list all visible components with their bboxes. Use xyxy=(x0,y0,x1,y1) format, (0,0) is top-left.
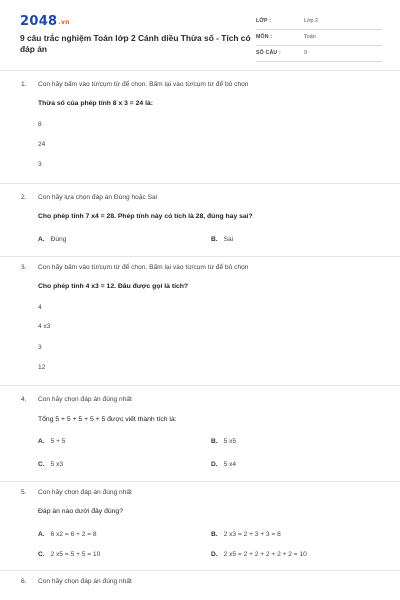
question-divider xyxy=(0,570,400,571)
logo-text: 2048 xyxy=(20,14,58,29)
document-meta xyxy=(256,16,382,64)
answer-option-a[interactable] xyxy=(38,236,66,243)
option-text: 6 x2 = 6 + 2 = 8 xyxy=(50,531,97,538)
option-text: Sai xyxy=(223,236,234,243)
answer-option-b[interactable] xyxy=(211,438,236,445)
question-divider xyxy=(0,183,400,184)
option-letter: D. xyxy=(211,461,218,468)
option-letter: D. xyxy=(211,551,218,558)
word-option[interactable]: 12 xyxy=(38,364,46,371)
option-letter: A. xyxy=(38,236,45,243)
answer-option-c[interactable] xyxy=(38,551,100,558)
question-instruction: Con hãy bấm vào từ/cụm từ để chọn. Bấm lại vào từ/cụm từ để bỏ chọn xyxy=(38,81,249,88)
question-number: 4. xyxy=(21,396,27,403)
meta-value: 9 xyxy=(304,50,307,56)
option-text: 2 x3 = 2 + 3 + 3 = 8 xyxy=(223,531,281,538)
word-option[interactable]: 24 xyxy=(38,141,46,148)
question-divider xyxy=(0,385,400,386)
option-letter: B. xyxy=(211,438,218,445)
answer-option-c[interactable] xyxy=(38,461,63,468)
meta-row-subject xyxy=(256,32,382,46)
answer-option-b[interactable] xyxy=(211,236,233,243)
option-letter: C. xyxy=(38,461,45,468)
option-text: Đúng xyxy=(50,236,67,243)
meta-label: MÔN : xyxy=(256,34,273,40)
word-option[interactable]: 3 xyxy=(38,344,42,351)
logo-suffix: .vn xyxy=(58,19,70,26)
meta-row-grade xyxy=(256,16,382,30)
question-instruction: Con hãy bấm vào từ/cụm từ để chọn. Bấm lại vào từ/cụm từ để bỏ chọn xyxy=(38,264,249,271)
question-divider xyxy=(0,481,400,482)
meta-label: LỚP : xyxy=(256,18,272,24)
meta-value: Toán xyxy=(304,34,316,40)
option-letter: C. xyxy=(38,551,45,558)
question-stem: Thừa số của phép tính 8 x 3 = 24 là: xyxy=(38,100,154,107)
question-stem: Tổng 5 + 5 + 5 + 5 + 5 được viết thành tích là: xyxy=(38,416,177,423)
question-stem: Cho phép tính 4 x3 = 12. Đâu được gọi là tích? xyxy=(38,283,189,290)
question-instruction: Con hãy chọn đáp án đúng nhất xyxy=(38,396,132,403)
question-stem: Cho phép tính 7 x4 = 28. Phép tính này có tích là 28, đúng hay sai? xyxy=(38,213,253,220)
meta-label: SỐ CÂU : xyxy=(256,50,281,56)
word-option[interactable]: 8 xyxy=(38,121,42,128)
question-number: 1. xyxy=(21,81,27,88)
answer-option-a[interactable] xyxy=(38,531,97,538)
option-text: 5 x4 xyxy=(223,461,237,468)
header-divider xyxy=(0,70,400,71)
option-letter: B. xyxy=(211,531,218,538)
word-option[interactable]: 3 xyxy=(38,161,42,168)
meta-row-question-count xyxy=(256,48,382,62)
question-number: 5. xyxy=(21,489,27,496)
document-header xyxy=(20,14,382,66)
answer-option-d[interactable] xyxy=(211,551,307,558)
option-text: 5 + 5 xyxy=(50,438,66,445)
option-text: 2 x5 = 2 + 2 + 2 + 2 + 2 = 10 xyxy=(223,551,307,558)
question-number: 3. xyxy=(21,264,27,271)
option-letter: A. xyxy=(38,438,45,445)
answer-option-b[interactable] xyxy=(211,531,281,538)
question-instruction: Con hãy lựa chọn đáp án Đúng hoặc Sai xyxy=(38,194,158,201)
question-instruction: Con hãy chọn đáp án đúng nhất xyxy=(38,578,132,585)
option-text: 2 x5 = 5 + 5 = 10 xyxy=(50,551,101,558)
question-instruction: Con hãy chọn đáp án đúng nhất xyxy=(38,489,132,496)
option-text: 5 x3 xyxy=(50,461,64,468)
answer-option-d[interactable] xyxy=(211,461,236,468)
word-option[interactable]: 4 x3 xyxy=(38,323,51,330)
site-logo[interactable] xyxy=(20,14,70,29)
answer-option-a[interactable] xyxy=(38,438,65,445)
question-number: 6. xyxy=(21,578,27,585)
option-letter: B. xyxy=(211,236,218,243)
option-letter: A. xyxy=(38,531,45,538)
word-option[interactable]: 4 xyxy=(38,304,42,311)
document-title: 9 câu trắc nghiệm Toán lớp 2 Cánh diều Thừa số - Tích có đáp án xyxy=(20,33,251,54)
question-divider xyxy=(0,256,400,257)
meta-value: Lớp 2 xyxy=(304,18,319,24)
question-stem: Đáp án nào dưới đây đúng? xyxy=(38,508,123,515)
option-text: 5 x5 xyxy=(223,438,237,445)
question-number: 2. xyxy=(21,194,27,201)
